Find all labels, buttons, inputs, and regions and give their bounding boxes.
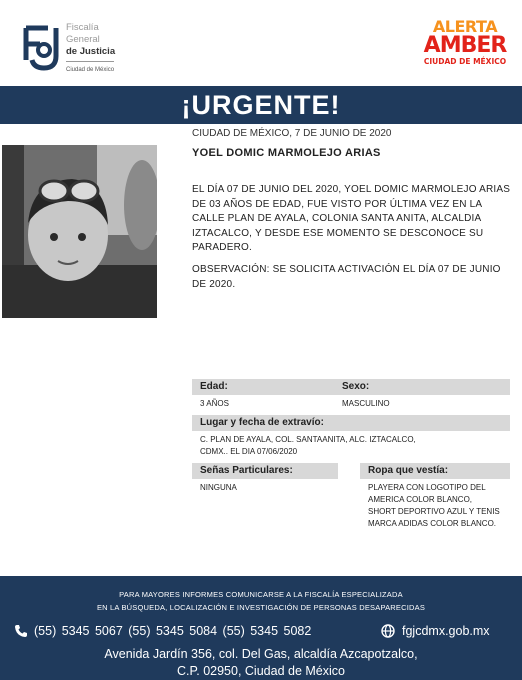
fgj-logo-text <box>66 22 115 76</box>
place-value-line2: CDMX.. EL DIA 07/06/2020 <box>200 447 298 456</box>
notice-description: EL DÍA 07 DE JUNIO DEL 2020, YOEL DOMIC MARMOLEJO ARIAS DE 03 AÑOS DE EDAD, FUE VISTO POR ÚLTIMA VEZ EN LA CALLE PLAN DE AYALA, COLONIA SANTA ANITA, ALCALDIA IZTACALCO, Y DESDE ESE MOMENTO SE DESCONOCE SU PARADERO. <box>192 184 511 253</box>
fgj-line1: Fiscalía <box>66 22 99 33</box>
fgj-line3: de Justicia <box>66 46 116 57</box>
child-photo <box>2 145 157 318</box>
notice-dateline: CIUDAD DE MÉXICO, 7 DE JUNIO DE 2020 <box>192 128 392 139</box>
fgj-line2: General <box>66 34 100 45</box>
fgj-logo-icon <box>22 22 62 74</box>
amber-line3: CIUDAD DE MÉXICO <box>423 57 507 66</box>
missing-person-name: YOEL DOMIC MARMOLEJO ARIAS <box>192 147 381 159</box>
place-label: Lugar y fecha de extravío: <box>200 417 324 428</box>
clothes-value-line3: SHORT DEPORTIVO AZUL Y TENIS <box>368 507 500 516</box>
clothes-value-line4: MARCA ADIDAS COLOR BLANCO. <box>368 519 497 528</box>
urgent-banner: ¡URGENTE! <box>0 86 522 124</box>
footer <box>0 576 522 680</box>
clothes-label: Ropa que vestía: <box>368 465 449 476</box>
footer-info-line1: PARA MAYORES INFORMES COMUNICARSE A LA FISCALÍA ESPECIALIZADA <box>119 590 403 599</box>
place-value-line1: C. PLAN DE AYALA, COL. SANTAANITA, ALC. IZTACALCO, <box>200 435 416 444</box>
clothes-value-line2: AMERICA COLOR BLANCO, <box>368 495 473 504</box>
age-label: Edad: <box>200 381 228 392</box>
phone-icon <box>14 624 28 638</box>
footer-info-line2: EN LA BÚSQUEDA, LOCALIZACIÓN E INVESTIGACIÓN DE PERSONAS DESAPARECIDAS <box>96 603 426 612</box>
age-value: 3 AÑOS <box>200 399 229 408</box>
sex-value: MASCULINO <box>342 399 390 408</box>
globe-icon <box>381 624 395 638</box>
website-link[interactable]: fgjcdmx.gob.mx <box>402 624 490 638</box>
header <box>0 0 522 86</box>
address-line2: C.P. 02950, Ciudad de México <box>177 664 345 678</box>
amber-line2: AMBER <box>423 33 507 58</box>
marks-value: NINGUNA <box>200 483 237 492</box>
contact-phones[interactable]: (55) 5345 5067 (55) 5345 5084 (55) 5345 5082 <box>34 624 312 638</box>
alerta-amber-logo <box>418 18 512 78</box>
notice-observation: OBSERVACIÓN: SE SOLICITA ACTIVACIÓN EL DÍA 07 DE JUNIO DE 2020. <box>192 264 501 290</box>
marks-label: Señas Particulares: <box>200 465 293 476</box>
fgj-line4: Ciudad de México <box>66 61 114 76</box>
sex-label: Sexo: <box>342 381 370 392</box>
clothes-value-line1: PLAYERA CON LOGOTIPO DEL <box>368 483 486 492</box>
address-line1: Avenida Jardín 356, col. Del Gas, alcaldía Azcapotzalco, <box>104 647 418 661</box>
amber-line1: ALERTA <box>432 17 498 36</box>
